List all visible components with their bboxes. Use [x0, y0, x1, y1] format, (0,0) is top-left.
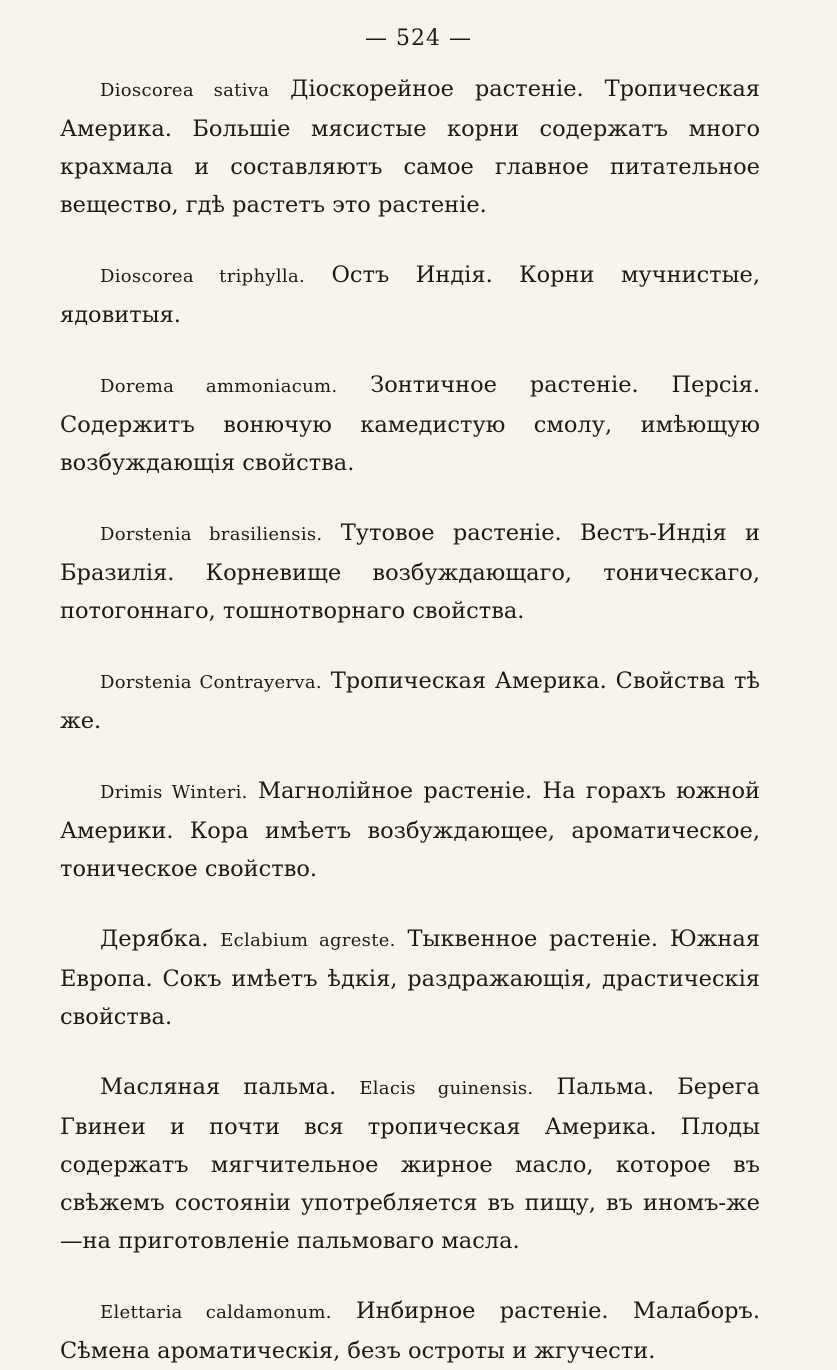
entry-text: Магнолійное растеніе. На горахъ южной Америки. Кора имѣетъ возбуждающее, ароматическое, тоническое свойство.: [60, 778, 760, 882]
entry-latin-name: Elacis guinensis.: [359, 1078, 534, 1099]
entry-latin-name: Dorema ammoniacum.: [100, 376, 338, 397]
entry-latin-name: Elettaria caldamonum.: [100, 1302, 332, 1323]
entry-text: Діоскорейное растеніе. Тропическая Америка. Большіе мясистые корни содержатъ много крахмала и составляютъ самое главное питательное вещество, гдѣ растетъ это растеніе.: [60, 76, 760, 218]
entry-latin-name: Eclabium agreste.: [220, 930, 396, 951]
entries-list: [60, 70, 760, 1370]
entry-pre: Дерябка.: [100, 926, 221, 952]
entry-text: Зонтичное растеніе. Персія. Содержитъ вонючую камедистую смолу, имѣющую возбуждающія свойства.: [60, 372, 760, 476]
entry-drimis-winteri: [60, 772, 760, 888]
entry-latin-name: Dorstenia Contrayerva.: [100, 672, 322, 693]
entry-text: Инбирное растеніе. Малаборъ. Сѣмена ароматическія, безъ остроты и жгучести.: [60, 1298, 760, 1364]
entry-text: Тропическая Америка. Свойства тѣ же.: [60, 668, 761, 734]
entry-eclabium-agreste: [60, 920, 760, 1036]
entry-dioscorea-sativa: [60, 70, 760, 224]
entry-latin-name: Dioscorea sativa: [100, 80, 270, 101]
entry-dorstenia-contrayerva: [60, 662, 760, 740]
entry-dioscorea-triphylla: [60, 256, 760, 334]
entry-text: Пальма. Берега Гвинеи и почти вся тропическая Америка. Плоды содержатъ мягчительное жирное масло, которое въ свѣжемъ состояніи употребляется въ пищу, въ иномъ-же—на приготовленіе пальмоваго масла.: [60, 1074, 760, 1254]
entry-elacis-guinensis: [60, 1068, 760, 1260]
entry-latin-name: Dorstenia brasiliensis.: [100, 524, 323, 545]
entry-latin-name: Drimis Winteri.: [100, 782, 248, 803]
entry-text: Тутовое растеніе. Вестъ-Индія и Бразилія. Корневище возбуждающаго, тоническаго, потогоннаго, тошнотворнаго свойства.: [60, 520, 760, 624]
entry-pre: Масляная пальма.: [100, 1074, 360, 1100]
page-number: — 524 —: [365, 26, 472, 51]
entry-text: Остъ Индія. Корни мучнистые, ядовитыя.: [60, 262, 760, 328]
entry-dorstenia-brasiliensis: [60, 514, 760, 630]
entry-text: Тыквенное растеніе. Южная Европа. Сокъ имѣетъ ѣдкія, раздражающія, драстическія свойства.: [60, 926, 760, 1030]
entry-elettaria-caldamonum: [60, 1292, 760, 1370]
entry-dorema-ammoniacum: [60, 366, 760, 482]
entry-latin-name: Dioscorea triphylla.: [100, 266, 306, 287]
